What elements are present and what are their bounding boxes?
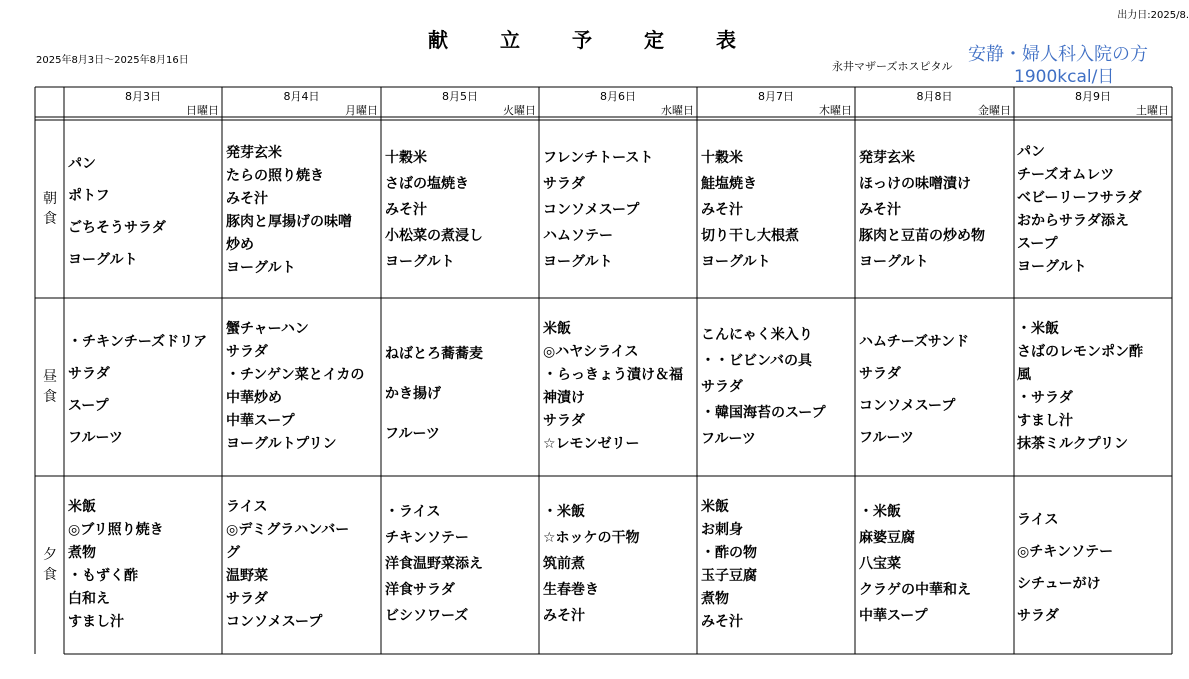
plan-type: 安静・婦人科入院の方: [968, 44, 1148, 65]
menu-cell-breakfast-fri: 発芽玄米 ほっけの味噌漬け みそ汁 豚肉と豆苗の炒め物 ヨーグルト: [859, 150, 985, 270]
day-date: 8月7日: [758, 90, 794, 103]
day-of-week: 金曜日: [978, 104, 1011, 117]
menu-cell-dinner-tue: ・ライス チキンソテー 洋食温野菜添え 洋食サラダ ビシソワーズ: [385, 504, 483, 624]
day-of-week: 月曜日: [345, 104, 378, 117]
meal-label-lunch: 昼 食: [43, 369, 57, 405]
day-date: 8月6日: [600, 90, 636, 103]
day-of-week: 木曜日: [819, 104, 852, 117]
day-date: 8月9日: [1075, 90, 1111, 103]
menu-period: 2025年8月3日～2025年8月16日: [36, 55, 189, 66]
menu-cell-lunch-fri: ハムチーズサンド サラダ コンソメスープ フルーツ: [859, 334, 970, 446]
menu-cell-breakfast-tue: 十穀米 さばの塩焼き みそ汁 小松菜の煮浸し ヨーグルト: [385, 150, 483, 270]
hospital-name: 永井マザーズホスピタル: [832, 60, 953, 73]
menu-cell-breakfast-sun: パン ポトフ ごちそうサラダ ヨーグルト: [68, 156, 166, 268]
menu-cell-lunch-tue: ねばとろ蕎蕎麦 かき揚げ フルーツ: [385, 346, 483, 442]
menu-cell-dinner-sun: 米飯 ◎ブリ照り焼き 煮物 ・もずく酢 白和え すまし汁: [68, 499, 164, 630]
menu-cell-breakfast-thu: 十穀米 鮭塩焼き みそ汁 切り干し大根煮 ヨーグルト: [701, 150, 799, 270]
meal-label-dinner: 夕 食: [43, 547, 57, 583]
day-of-week: 水曜日: [661, 104, 694, 117]
menu-cell-breakfast-wed: フレンチトースト サラダ コンソメスープ ハムソテー ヨーグルト: [543, 150, 654, 270]
day-date: 8月5日: [442, 90, 478, 103]
menu-cell-lunch-mon: 蟹チャーハン サラダ ・チンゲン菜とイカの 中華炒め 中華スープ ヨーグルトプリン: [226, 321, 365, 452]
day-of-week: 日曜日: [186, 104, 219, 117]
day-of-week: 土曜日: [1136, 104, 1169, 117]
menu-cell-breakfast-mon: 発芽玄米 たらの照り焼き みそ汁 豚肉と厚揚げの味噌 炒め ヨーグルト: [226, 145, 352, 276]
menu-cell-dinner-fri: ・米飯 麻婆豆腐 八宝菜 クラゲの中華和え 中華スープ: [859, 504, 971, 624]
page-title: 献立予定表: [428, 28, 788, 52]
menu-cell-lunch-sat: ・米飯 さばのレモンポン酢 風 ・サラダ すまし汁 抹茶ミルクプリン: [1017, 321, 1143, 452]
menu-cell-dinner-sat: ライス ◎チキンソテー シチューがけ サラダ: [1017, 512, 1114, 624]
day-date: 8月3日: [125, 90, 161, 103]
output-date: 出力日:2025/8.: [1117, 10, 1189, 21]
menu-cell-lunch-thu: こんにゃく米入り ・・ビビンバの具 サラダ ・韓国海苔のスープ フルーツ: [701, 327, 826, 447]
menu-cell-lunch-sun: ・チキンチーズドリア サラダ スープ フルーツ: [68, 334, 208, 446]
calorie-target: 1900kcal/日: [1014, 67, 1115, 87]
menu-cell-dinner-mon: ライス ◎デミグラハンバー グ 温野菜 サラダ コンソメスープ: [226, 499, 350, 630]
day-date: 8月4日: [283, 90, 320, 103]
day-date: 8月8日: [916, 90, 953, 103]
day-of-week: 火曜日: [503, 104, 536, 117]
menu-cell-lunch-wed: 米飯 ◎ハヤシライス ・らっきょう漬け＆福 神漬け サラダ ☆レモンゼリー: [543, 321, 683, 452]
menu-cell-dinner-wed: ・米飯 ☆ホッケの干物 筑前煮 生春巻き みそ汁: [543, 504, 640, 624]
meal-label-breakfast: 朝 食: [43, 191, 57, 227]
menu-cell-breakfast-sat: パン チーズオムレツ ベビーリーフサラダ おからサラダ添え スープ ヨーグルト: [1017, 144, 1142, 275]
menu-cell-dinner-thu: 米飯 お刺身 ・酢の物 玉子豆腐 煮物 みそ汁: [701, 499, 757, 630]
